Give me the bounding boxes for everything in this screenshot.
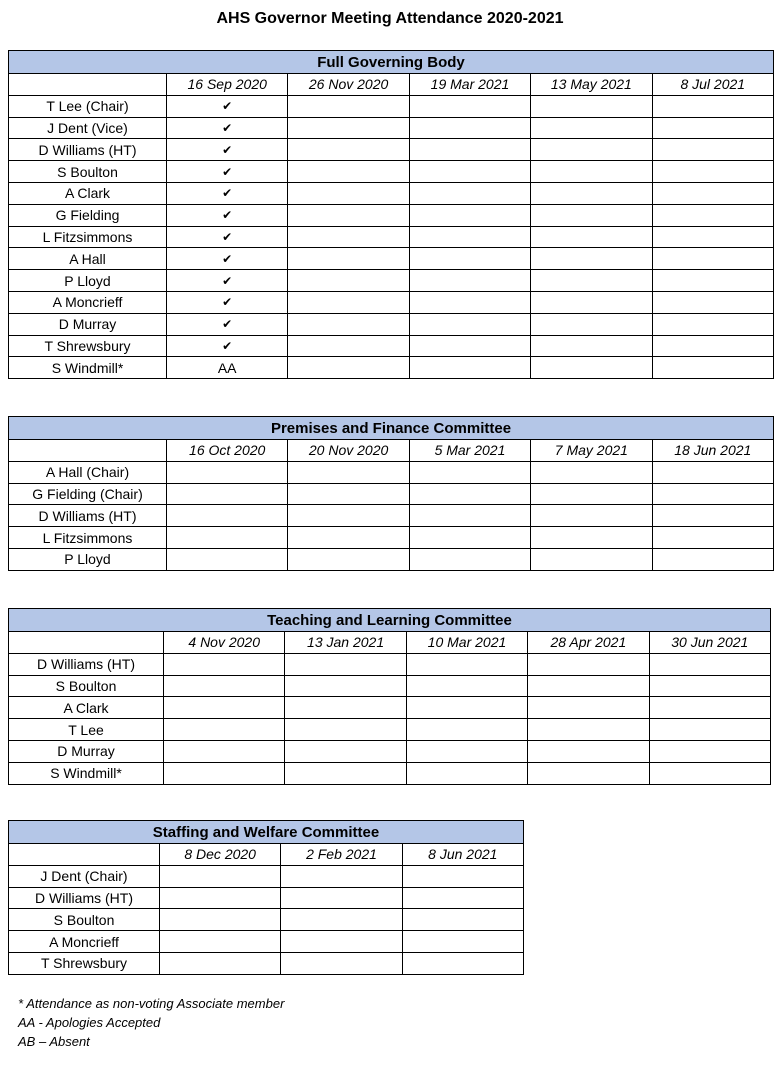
meeting-date: 10 Mar 2021 <box>406 632 527 654</box>
attendance-cell <box>281 931 402 953</box>
attendance-cell <box>167 461 288 483</box>
governor-name: D Williams (HT) <box>9 887 160 909</box>
attendance-cell <box>285 697 406 719</box>
table-row <box>9 357 774 379</box>
meeting-date: 19 Mar 2021 <box>409 74 530 96</box>
attendance-cell <box>649 719 770 741</box>
corner-cell <box>9 844 160 866</box>
attendance-cell <box>652 270 773 292</box>
table-row <box>9 313 774 335</box>
attendance-cell <box>528 675 649 697</box>
meeting-date: 8 Jul 2021 <box>652 74 773 96</box>
footnote-ab: AB – Absent <box>18 1034 90 1049</box>
meeting-date: 16 Oct 2020 <box>167 440 288 462</box>
attendance-cell <box>531 117 652 139</box>
attendance-cell <box>409 291 530 313</box>
attendance-cell <box>288 527 409 549</box>
attendance-cell <box>281 952 402 974</box>
attendance-cell <box>652 161 773 183</box>
attendance-cell <box>652 248 773 270</box>
attendance-cell <box>164 697 285 719</box>
governor-name: D Williams (HT) <box>9 653 164 675</box>
footnote-aa: AA - Apologies Accepted <box>18 1015 161 1030</box>
attendance-cell <box>164 762 285 784</box>
table-row <box>9 461 774 483</box>
date-header-row <box>9 74 774 96</box>
table-row <box>9 909 524 931</box>
attendance-cell <box>652 527 773 549</box>
attendance-cell <box>406 653 527 675</box>
attendance-cell <box>402 865 523 887</box>
governor-name: G Fielding <box>9 204 167 226</box>
attendance-cell <box>409 248 530 270</box>
governor-name: T Shrewsbury <box>9 335 167 357</box>
table-row <box>9 527 774 549</box>
attendance-cell <box>288 226 409 248</box>
attendance-cell <box>409 335 530 357</box>
attendance-cell <box>531 357 652 379</box>
section-heading-row <box>9 609 771 632</box>
attendance-cell <box>409 117 530 139</box>
attendance-cell <box>160 952 281 974</box>
attendance-cell <box>285 762 406 784</box>
meeting-date: 18 Jun 2021 <box>652 440 773 462</box>
table-row <box>9 270 774 292</box>
attendance-cell <box>652 95 773 117</box>
attendance-cell <box>531 291 652 313</box>
attendance-cell <box>281 865 402 887</box>
attendance-cell <box>531 204 652 226</box>
attendance-cell <box>652 548 773 570</box>
table-row <box>9 117 774 139</box>
attendance-cell <box>409 161 530 183</box>
attendance-cell <box>528 697 649 719</box>
governor-name: A Hall (Chair) <box>9 461 167 483</box>
section-heading: Teaching and Learning Committee <box>9 609 771 632</box>
attendance-cell <box>652 139 773 161</box>
attendance-cell <box>531 548 652 570</box>
table-row <box>9 675 771 697</box>
attendance-cell <box>167 527 288 549</box>
attendance-cell <box>402 887 523 909</box>
section-heading: Staffing and Welfare Committee <box>9 821 524 844</box>
attendance-cell <box>528 719 649 741</box>
attendance-cell: ✔ <box>167 335 288 357</box>
attendance-cell <box>288 117 409 139</box>
attendance-cell <box>285 719 406 741</box>
attendance-cell <box>409 139 530 161</box>
date-header-row <box>9 632 771 654</box>
attendance-cell <box>167 483 288 505</box>
attendance-cell <box>288 291 409 313</box>
attendance-cell <box>288 461 409 483</box>
attendance-cell: ✔ <box>167 95 288 117</box>
table-row <box>9 653 771 675</box>
attendance-cell: ✔ <box>167 313 288 335</box>
governor-name: S Windmill* <box>9 357 167 379</box>
section-heading: Full Governing Body <box>9 51 774 74</box>
attendance-cell <box>409 270 530 292</box>
attendance-cell <box>649 675 770 697</box>
attendance-cell <box>652 313 773 335</box>
attendance-cell <box>406 719 527 741</box>
attendance-cell <box>288 335 409 357</box>
table-row <box>9 548 774 570</box>
page-title: AHS Governor Meeting Attendance 2020-2021 <box>216 10 564 27</box>
attendance-cell <box>285 653 406 675</box>
meeting-date: 20 Nov 2020 <box>288 440 409 462</box>
attendance-cell <box>288 270 409 292</box>
attendance-cell <box>160 931 281 953</box>
attendance-cell <box>288 313 409 335</box>
attendance-cell <box>406 762 527 784</box>
meeting-date: 13 Jan 2021 <box>285 632 406 654</box>
attendance-cell <box>288 357 409 379</box>
governor-name: T Lee (Chair) <box>9 95 167 117</box>
governor-name: L Fitzsimmons <box>9 226 167 248</box>
governor-name: J Dent (Vice) <box>9 117 167 139</box>
attendance-cell <box>531 270 652 292</box>
corner-cell <box>9 440 167 462</box>
table-row <box>9 291 774 313</box>
governor-name: J Dent (Chair) <box>9 865 160 887</box>
attendance-cell <box>652 461 773 483</box>
attendance-cell <box>402 931 523 953</box>
governor-name: P Lloyd <box>9 548 167 570</box>
meeting-date: 16 Sep 2020 <box>167 74 288 96</box>
attendance-cell <box>531 335 652 357</box>
attendance-cell <box>531 248 652 270</box>
table-row <box>9 226 774 248</box>
attendance-cell: ✔ <box>167 248 288 270</box>
attendance-cell <box>652 291 773 313</box>
teaching-learning-committee-table <box>8 608 771 785</box>
attendance-cell <box>406 740 527 762</box>
governor-name: S Boulton <box>9 909 160 931</box>
governor-name: S Windmill* <box>9 762 164 784</box>
attendance-cell <box>409 226 530 248</box>
attendance-cell <box>409 95 530 117</box>
attendance-cell <box>167 505 288 527</box>
attendance-cell <box>649 740 770 762</box>
attendance-cell: ✔ <box>167 204 288 226</box>
governor-name: T Shrewsbury <box>9 952 160 974</box>
meeting-date: 2 Feb 2021 <box>281 844 402 866</box>
attendance-cell <box>164 740 285 762</box>
attendance-cell <box>652 505 773 527</box>
attendance-cell <box>409 182 530 204</box>
attendance-cell <box>160 865 281 887</box>
attendance-cell <box>288 483 409 505</box>
governor-name: L Fitzsimmons <box>9 527 167 549</box>
attendance-cell <box>288 548 409 570</box>
attendance-cell: ✔ <box>167 139 288 161</box>
attendance-cell: ✔ <box>167 226 288 248</box>
table-row <box>9 204 774 226</box>
attendance-cell <box>652 335 773 357</box>
meeting-date: 8 Dec 2020 <box>160 844 281 866</box>
table-row <box>9 161 774 183</box>
attendance-cell: AA <box>167 357 288 379</box>
table-row <box>9 887 524 909</box>
section-heading-row <box>9 821 524 844</box>
governor-name: A Moncrieff <box>9 931 160 953</box>
attendance-cell <box>531 527 652 549</box>
governor-name: S Boulton <box>9 675 164 697</box>
attendance-cell <box>652 204 773 226</box>
attendance-cell <box>652 483 773 505</box>
attendance-cell <box>409 357 530 379</box>
corner-cell <box>9 74 167 96</box>
attendance-cell: ✔ <box>167 291 288 313</box>
table-row <box>9 762 771 784</box>
governor-name: D Williams (HT) <box>9 139 167 161</box>
table-row <box>9 95 774 117</box>
meeting-date: 28 Apr 2021 <box>528 632 649 654</box>
meeting-date: 5 Mar 2021 <box>409 440 530 462</box>
governor-name: T Lee <box>9 719 164 741</box>
attendance-cell <box>409 204 530 226</box>
attendance-cell <box>409 548 530 570</box>
attendance-cell <box>409 527 530 549</box>
table-row <box>9 697 771 719</box>
attendance-cell <box>531 139 652 161</box>
governor-name: S Boulton <box>9 161 167 183</box>
attendance-cell <box>652 117 773 139</box>
attendance-cell <box>160 909 281 931</box>
attendance-cell <box>531 226 652 248</box>
attendance-cell <box>402 952 523 974</box>
attendance-cell <box>531 505 652 527</box>
governor-name: A Hall <box>9 248 167 270</box>
attendance-cell <box>531 95 652 117</box>
attendance-cell <box>281 887 402 909</box>
section-heading: Premises and Finance Committee <box>9 417 774 440</box>
governor-name: D Murray <box>9 740 164 762</box>
full-governing-body-table <box>8 50 774 379</box>
table-row <box>9 719 771 741</box>
attendance-cell <box>288 204 409 226</box>
meeting-date: 4 Nov 2020 <box>164 632 285 654</box>
attendance-cell <box>531 461 652 483</box>
table-row <box>9 865 524 887</box>
attendance-cell <box>531 182 652 204</box>
governor-name: D Williams (HT) <box>9 505 167 527</box>
date-header-row <box>9 440 774 462</box>
table-row <box>9 740 771 762</box>
meeting-date: 8 Jun 2021 <box>402 844 523 866</box>
governor-name: A Moncrieff <box>9 291 167 313</box>
governor-name: P Lloyd <box>9 270 167 292</box>
attendance-cell <box>288 139 409 161</box>
section-heading-row <box>9 51 774 74</box>
attendance-cell <box>406 675 527 697</box>
attendance-cell: ✔ <box>167 161 288 183</box>
meeting-date: 30 Jun 2021 <box>649 632 770 654</box>
attendance-cell: ✔ <box>167 182 288 204</box>
table-row <box>9 335 774 357</box>
attendance-cell <box>531 313 652 335</box>
premises-finance-committee-table <box>8 416 774 571</box>
attendance-cell <box>164 719 285 741</box>
meeting-date: 7 May 2021 <box>531 440 652 462</box>
attendance-cell <box>288 161 409 183</box>
attendance-cell <box>528 762 649 784</box>
governor-name: G Fielding (Chair) <box>9 483 167 505</box>
governor-name: A Clark <box>9 182 167 204</box>
table-row <box>9 952 524 974</box>
attendance-cell <box>288 182 409 204</box>
attendance-cell <box>288 95 409 117</box>
attendance-cell <box>652 182 773 204</box>
table-row <box>9 248 774 270</box>
attendance-cell <box>649 697 770 719</box>
attendance-cell <box>402 909 523 931</box>
attendance-cell <box>652 357 773 379</box>
attendance-cell <box>164 675 285 697</box>
attendance-cell <box>649 653 770 675</box>
attendance-cell <box>409 313 530 335</box>
attendance-cell <box>288 505 409 527</box>
attendance-cell <box>652 226 773 248</box>
attendance-cell: ✔ <box>167 270 288 292</box>
attendance-cell <box>288 248 409 270</box>
attendance-cell <box>409 505 530 527</box>
attendance-cell <box>285 740 406 762</box>
meeting-date: 13 May 2021 <box>531 74 652 96</box>
staffing-welfare-committee-table <box>8 820 524 975</box>
governor-name: A Clark <box>9 697 164 719</box>
footnote-associate: * Attendance as non-voting Associate member <box>18 996 285 1011</box>
table-row <box>9 139 774 161</box>
meeting-date: 26 Nov 2020 <box>288 74 409 96</box>
footnotes <box>18 994 284 1051</box>
attendance-cell <box>649 762 770 784</box>
attendance-cell <box>406 697 527 719</box>
table-row <box>9 483 774 505</box>
attendance-cell <box>281 909 402 931</box>
attendance-cell: ✔ <box>167 117 288 139</box>
section-heading-row <box>9 417 774 440</box>
attendance-cell <box>528 740 649 762</box>
attendance-cell <box>285 675 406 697</box>
attendance-cell <box>528 653 649 675</box>
table-row <box>9 505 774 527</box>
corner-cell <box>9 632 164 654</box>
governor-name: D Murray <box>9 313 167 335</box>
table-row <box>9 931 524 953</box>
table-row <box>9 182 774 204</box>
attendance-cell <box>167 548 288 570</box>
attendance-cell <box>531 483 652 505</box>
attendance-cell <box>409 483 530 505</box>
attendance-cell <box>409 461 530 483</box>
date-header-row <box>9 844 524 866</box>
attendance-cell <box>531 161 652 183</box>
attendance-cell <box>164 653 285 675</box>
attendance-cell <box>160 887 281 909</box>
